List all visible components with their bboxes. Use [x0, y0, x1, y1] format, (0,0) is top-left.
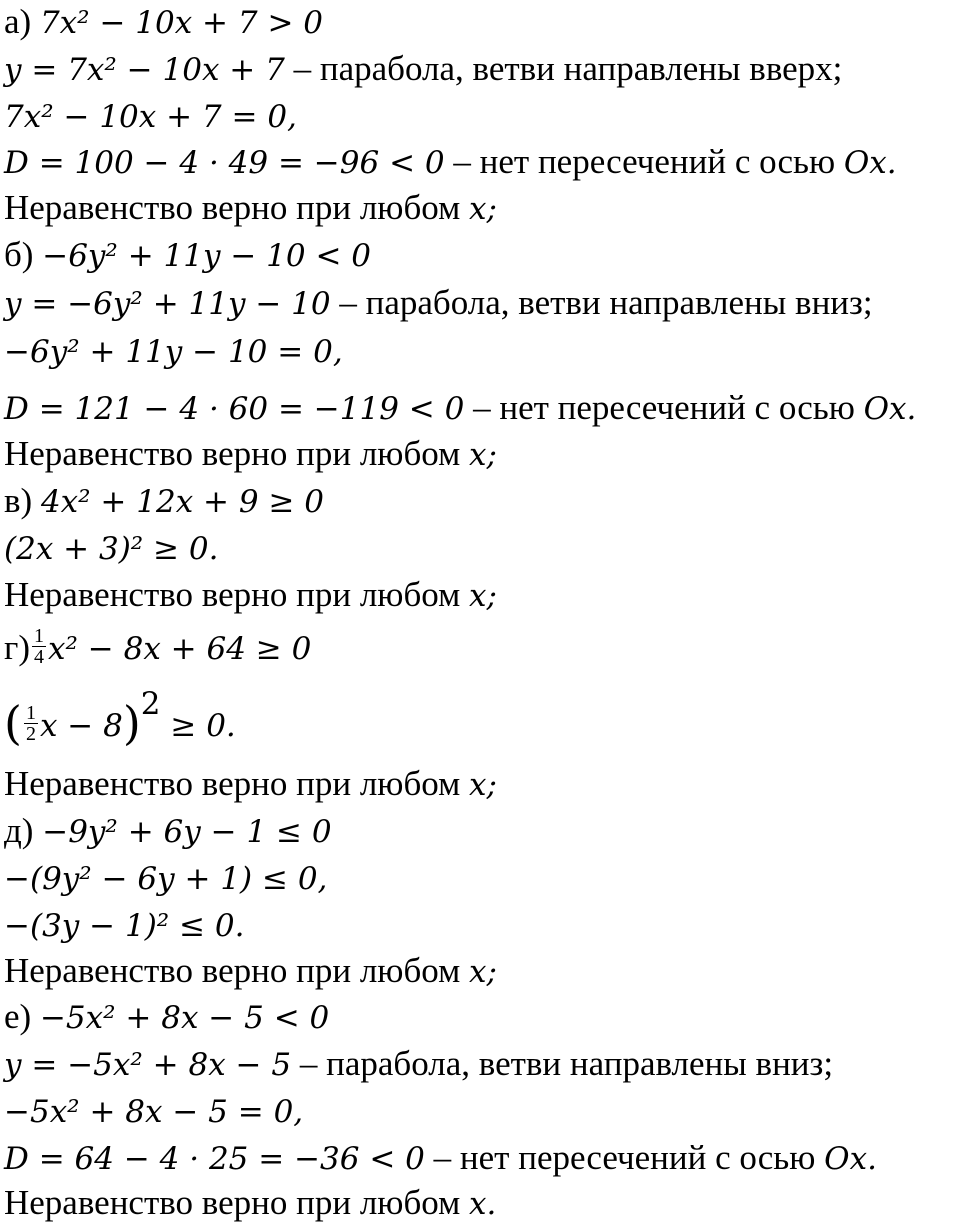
problem-b-axis: Ox. — [863, 391, 917, 427]
problem-b-conclusion-text: Неравенство верно при любом — [4, 434, 469, 473]
problem-a-statement — [4, 2, 323, 48]
problem-e-function — [4, 1044, 833, 1090]
problem-a-equation-formula: 7x² − 10x + 7 = 0, — [4, 99, 297, 135]
problem-d-inequality: −9y² + 6y − 1 ≤ 0 — [42, 814, 332, 850]
problem-b-conclusion-var: x; — [469, 437, 497, 473]
problem-e-inequality: −5x² + 8x − 5 < 0 — [39, 1000, 330, 1036]
problem-v-step — [4, 528, 219, 574]
problem-d-conclusion-text: Неравенство верно при любом — [4, 951, 469, 990]
problem-g-conclusion-text: Неравенство верно при любом — [4, 764, 469, 803]
problem-e-conclusion-var: x. — [469, 1186, 497, 1222]
problem-e-discriminant-text: – нет пересечений с осью — [424, 1138, 825, 1177]
problem-e-statement — [4, 997, 329, 1043]
problem-b-discriminant — [4, 388, 916, 434]
problem-b-discriminant-text: – нет пересечений с осью — [464, 388, 864, 427]
problem-e-label: е) — [4, 997, 32, 1036]
problem-e-discriminant-formula: D = 64 − 4 · 25 = −36 < 0 — [4, 1141, 425, 1177]
problem-d-statement — [4, 811, 332, 857]
problem-g-step-paren-close: ) — [122, 696, 141, 750]
problem-b-function — [4, 283, 873, 329]
problem-a-function — [4, 49, 842, 95]
problem-g-conclusion-var: x; — [469, 767, 497, 803]
problem-a-axis: Ox. — [843, 145, 897, 181]
problem-g-inequality-rest: x² − 8x + 64 ≥ 0 — [48, 631, 312, 667]
problem-v-conclusion-text: Неравенство верно при любом — [4, 575, 469, 614]
problem-d-conclusion-var: x; — [469, 954, 497, 990]
problem-b-conclusion — [4, 434, 497, 480]
problem-b-statement — [4, 235, 371, 281]
problem-v-inequality: 4x² + 12x + 9 ≥ 0 — [40, 484, 324, 520]
problem-d-step-2-formula: −(3y − 1)² ≤ 0. — [4, 908, 245, 944]
problem-d-label: д) — [4, 811, 34, 850]
problem-a-discriminant-formula: D = 100 − 4 · 49 = −96 < 0 — [4, 145, 445, 181]
problem-v-label: в) — [4, 481, 33, 520]
problem-a-conclusion-var: x; — [469, 191, 497, 227]
problem-g-step — [4, 686, 236, 750]
problem-a-function-formula: y = 7x² − 10x + 7 — [4, 52, 285, 88]
problem-e-conclusion — [4, 1183, 496, 1229]
problem-g-step-paren-open: ( — [4, 696, 22, 750]
problem-b-function-formula: y = −6y² + 11y − 10 — [4, 286, 331, 322]
problem-g-statement — [4, 625, 312, 674]
problem-b-equation — [4, 331, 343, 377]
problem-b-equation-formula: −6y² + 11y − 10 = 0, — [4, 334, 343, 370]
problem-v-conclusion — [4, 575, 497, 621]
problem-e-axis: Ox. — [824, 1141, 877, 1177]
problem-g-step-inner: x − 8 — [39, 708, 123, 744]
problem-e-equation-formula: −5x² + 8x − 5 = 0, — [4, 1094, 304, 1130]
problem-b-function-text: – парабола, ветви направлены вниз; — [330, 283, 873, 322]
problem-d-step-1 — [4, 858, 327, 904]
problem-g-label: г) — [4, 628, 31, 667]
problem-a-discriminant-text: – нет пересечений с осью — [444, 142, 844, 181]
problem-g-step-rest: ≥ 0. — [160, 708, 236, 744]
problem-g-fraction — [32, 626, 46, 667]
problem-g-step-exponent: 2 — [140, 686, 161, 722]
problem-g-fraction-denominator: 4 — [34, 646, 45, 669]
problem-v-step-formula: (2x + 3)² ≥ 0. — [4, 531, 219, 567]
problem-a-discriminant — [4, 142, 897, 188]
problem-b-discriminant-formula: D = 121 − 4 · 60 = −119 < 0 — [4, 391, 465, 427]
problem-e-equation — [4, 1091, 303, 1137]
problem-a-conclusion — [4, 188, 497, 234]
problem-e-discriminant — [4, 1138, 877, 1184]
problem-v-conclusion-var: x; — [469, 578, 497, 614]
problem-a-inequality: 7x² − 10x + 7 > 0 — [39, 5, 324, 41]
problem-g-step-fraction-numerator: 1 — [25, 702, 36, 725]
problem-a-conclusion-text: Неравенство верно при любом — [4, 188, 469, 227]
problem-g-fraction-numerator: 1 — [34, 625, 45, 648]
problem-g-conclusion — [4, 764, 497, 810]
problem-g-step-fraction — [24, 703, 38, 744]
problem-v-statement — [4, 481, 324, 527]
problem-d-conclusion — [4, 951, 497, 997]
problem-d-step-2 — [4, 905, 245, 951]
problem-a-function-text: – парабола, ветви направлены вверх; — [284, 49, 843, 88]
problem-a-equation — [4, 96, 297, 142]
problem-g-step-fraction-denominator: 2 — [25, 723, 36, 746]
problem-b-label: б) — [4, 235, 34, 274]
problem-d-step-1-formula: −(9y² − 6y + 1) ≤ 0, — [4, 861, 328, 897]
problem-a-label: а) — [4, 2, 32, 41]
problem-e-conclusion-text: Неравенство верно при любом — [4, 1183, 469, 1222]
problem-e-function-formula: y = −5x² + 8x − 5 — [4, 1047, 292, 1083]
problem-b-inequality: −6y² + 11y − 10 < 0 — [42, 238, 372, 274]
problem-e-function-text: – парабола, ветви направлены вниз; — [291, 1044, 834, 1083]
